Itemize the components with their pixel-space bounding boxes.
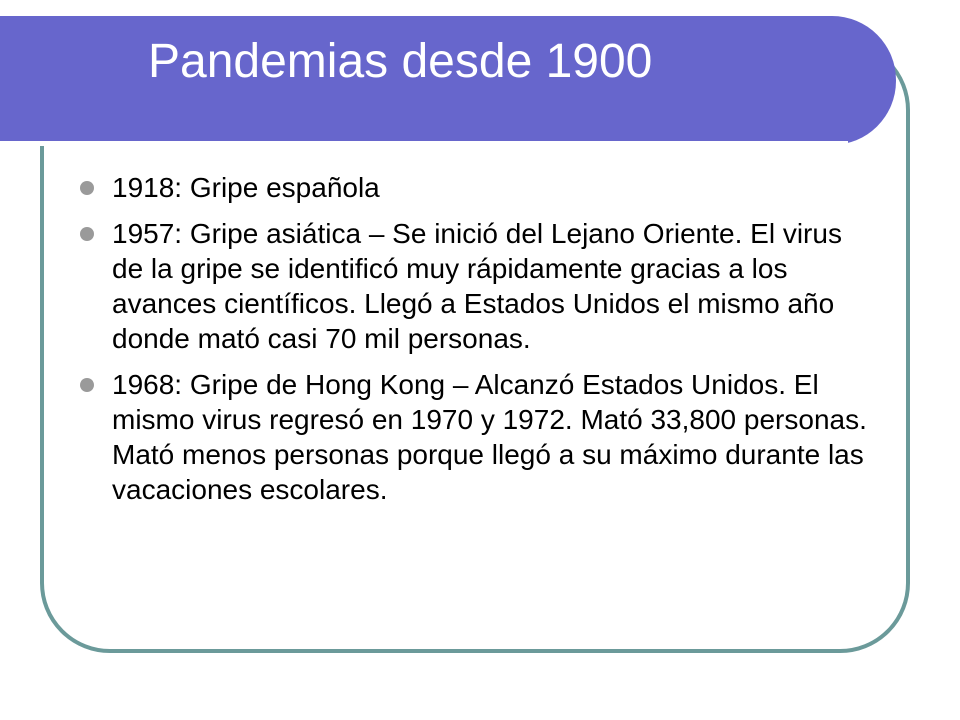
- bullet-dot-icon: [80, 378, 94, 392]
- bullet-item: [80, 170, 880, 205]
- bullet-item: [80, 367, 880, 507]
- bullet-dot-icon: [80, 227, 94, 241]
- bullet-text: 1918: Gripe española: [112, 172, 380, 203]
- bullet-text: 1957: Gripe asiática – Se inició del Lejano Oriente. El virus de la gripe se identificó muy rápidamente gracias a los avances científicos. Llegó a Estados Unidos el mismo año donde mató casi 70 mil personas.: [112, 218, 842, 354]
- title-underline: [0, 141, 848, 146]
- bullet-text: 1968: Gripe de Hong Kong – Alcanzó Estados Unidos. El mismo virus regresó en 1970 y 1972. Mató 33,800 personas. Mató menos personas porque llegó a su máximo durante las vacaciones escolares.: [112, 369, 867, 505]
- slide-title: Pandemias desde 1900: [148, 35, 653, 88]
- bullet-list: [80, 170, 880, 518]
- bullet-item: [80, 216, 880, 356]
- bullet-dot-icon: [80, 181, 94, 195]
